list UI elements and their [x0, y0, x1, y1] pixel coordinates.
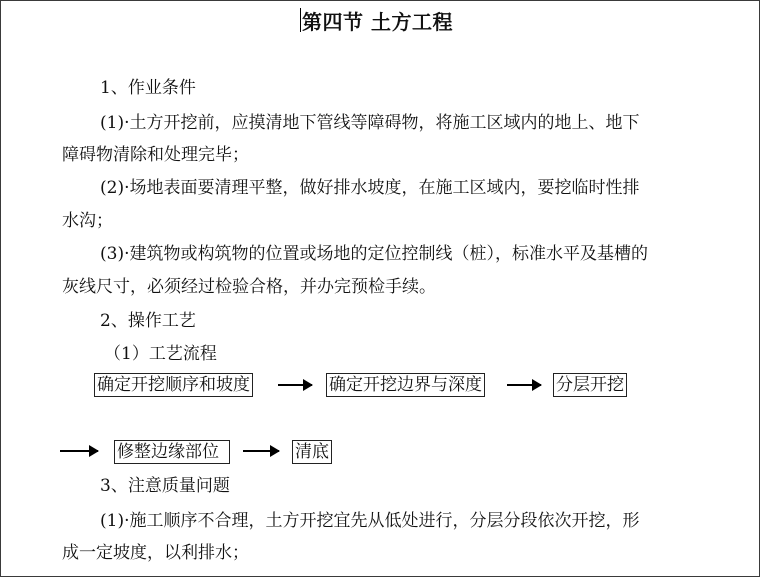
paragraph-1-line-2: 障碍物清除和处理完毕；	[62, 145, 249, 165]
flow-arrow-3	[60, 450, 98, 452]
section-2-heading: 2、操作工艺	[100, 311, 196, 331]
paragraph-1-line-1: (1)·土方开挖前，应摸清地下管线等障碍物，将施工区域内的地上、地下	[100, 113, 640, 133]
paragraph-2-line-1: (2)·场地表面要清理平整，做好排水坡度，在施工区域内，要挖临时性排	[100, 178, 640, 198]
flow-arrow-4	[243, 450, 279, 452]
section-3-heading: 3、注意质量问题	[100, 476, 230, 496]
page-title: 第四节 土方工程	[302, 10, 453, 34]
paragraph-3-line-1: (3)·建筑物或构筑物的位置或场地的定位控制线（桩），标准水平及基槽的	[100, 244, 648, 264]
paragraph-2-line-2: 水沟；	[62, 211, 113, 231]
process-flow-subheading: （1）工艺流程	[104, 344, 217, 364]
flow-step-2: 确定开挖边界与深度	[326, 373, 485, 397]
flow-arrow-2	[507, 384, 541, 386]
paragraph-4-line-1: (1)·施工顺序不合理，土方开挖宜先从低处进行，分层分段依次开挖，形	[100, 511, 640, 531]
flow-step-4: 修整边缘部位	[114, 440, 230, 464]
paragraph-3-line-2: 灰线尺寸，必须经过检验合格，并办完预检手续。	[62, 277, 436, 297]
paragraph-4-line-2: 成一定坡度，以利排水；	[62, 543, 249, 563]
flow-step-5: 清底	[292, 440, 332, 464]
text-cursor	[300, 8, 301, 32]
flow-arrow-1	[278, 384, 312, 386]
flow-step-1: 确定开挖顺序和坡度	[94, 373, 253, 397]
section-1-heading: 1、作业条件	[100, 78, 196, 98]
flow-step-3: 分层开挖	[553, 373, 627, 397]
